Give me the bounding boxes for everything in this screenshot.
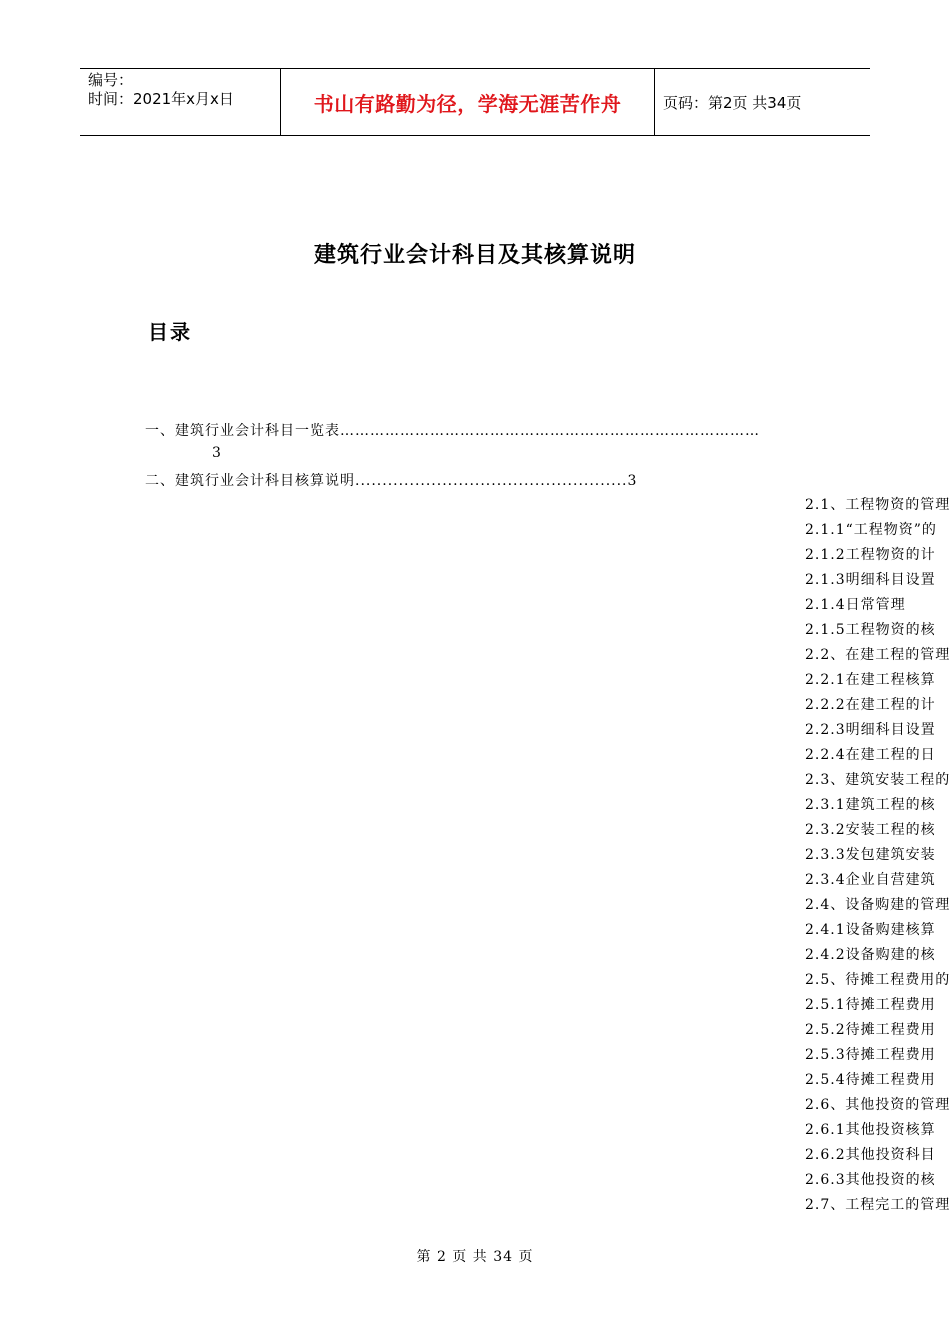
page-header bbox=[80, 68, 870, 136]
page-footer: 第 2 页 共 34 页 bbox=[416, 1249, 534, 1265]
toc-sub-entry[interactable]: 2.3.3发包建筑安装 bbox=[805, 847, 936, 863]
header-middle-cell bbox=[281, 69, 655, 135]
toc-sub-entry[interactable]: 2.2、在建工程的管理 bbox=[805, 647, 950, 663]
toc-sub-entry[interactable]: 2.2.3明细科目设置 bbox=[805, 722, 936, 738]
toc-sub-entry[interactable]: 2.5、待摊工程费用的 bbox=[805, 972, 950, 988]
toc-sub-entry[interactable]: 2.1.4日常管理 bbox=[805, 597, 906, 613]
page-info: 页码：第2页 共34页 bbox=[663, 93, 802, 112]
toc-sub-entry[interactable]: 2.4、设备购建的管理 bbox=[805, 897, 950, 913]
toc-sub-entry[interactable]: 2.6.1其他投资核算 bbox=[805, 1122, 936, 1138]
toc-sub-entry[interactable]: 2.6.3其他投资的核 bbox=[805, 1172, 936, 1188]
toc-sub-entry[interactable]: 2.5.3待摊工程费用 bbox=[805, 1047, 936, 1063]
toc-sub-entry[interactable]: 2.3、建筑安装工程的 bbox=[805, 772, 950, 788]
toc-sub-entry[interactable]: 2.6、其他投资的管理 bbox=[805, 1097, 950, 1113]
motto-text: 书山有路勤为径，学海无涯苦作舟 bbox=[313, 91, 622, 116]
toc-sub-entry[interactable]: 2.5.4待摊工程费用 bbox=[805, 1072, 936, 1088]
toc-entry-1[interactable]: 一、建筑行业会计科目一览表………………………………………………………………………… bbox=[145, 423, 760, 439]
toc-sub-entry[interactable]: 2.2.4在建工程的日 bbox=[805, 747, 936, 763]
time-label: 时间：2021年x月x日 bbox=[88, 90, 234, 108]
header-left-cell bbox=[80, 69, 281, 135]
toc-sub-entry[interactable]: 2.4.1设备购建核算 bbox=[805, 922, 936, 938]
toc-sub-entry[interactable]: 2.7、工程完工的管理 bbox=[805, 1197, 950, 1213]
toc-sub-entry[interactable]: 2.3.1建筑工程的核 bbox=[805, 797, 936, 813]
toc-sub-entry[interactable]: 2.6.2其他投资科目 bbox=[805, 1147, 936, 1163]
toc-sub-entry[interactable]: 2.1.1“工程物资”的 bbox=[805, 522, 937, 538]
header-right-cell bbox=[655, 69, 870, 135]
toc-sub-entry[interactable]: 2.2.2在建工程的计 bbox=[805, 697, 936, 713]
toc-sub-entry[interactable]: 2.4.2设备购建的核 bbox=[805, 947, 936, 963]
toc-entry-2[interactable]: 二、建筑行业会计科目核算说明..................................................3 bbox=[145, 473, 638, 489]
toc-sub-entry[interactable]: 2.1、工程物资的管理 bbox=[805, 497, 950, 513]
toc-entry-1-page: 3 bbox=[212, 445, 222, 461]
toc-sub-entries bbox=[805, 493, 950, 1218]
toc-sub-entry[interactable]: 2.1.2工程物资的计 bbox=[805, 547, 936, 563]
toc-sub-entry[interactable]: 2.5.2待摊工程费用 bbox=[805, 1022, 936, 1038]
toc-heading: 目录 bbox=[148, 320, 192, 344]
toc-sub-entry[interactable]: 2.3.2安装工程的核 bbox=[805, 822, 936, 838]
toc-sub-entry[interactable]: 2.1.5工程物资的核 bbox=[805, 622, 936, 638]
document-title: 建筑行业会计科目及其核算说明 bbox=[313, 243, 636, 268]
toc-sub-entry[interactable]: 2.2.1在建工程核算 bbox=[805, 672, 936, 688]
number-label: 编号： bbox=[88, 71, 134, 89]
toc-sub-entry[interactable]: 2.3.4企业自营建筑 bbox=[805, 872, 936, 888]
toc-sub-entry[interactable]: 2.5.1待摊工程费用 bbox=[805, 997, 936, 1013]
toc-sub-entry[interactable]: 2.1.3明细科目设置 bbox=[805, 572, 936, 588]
